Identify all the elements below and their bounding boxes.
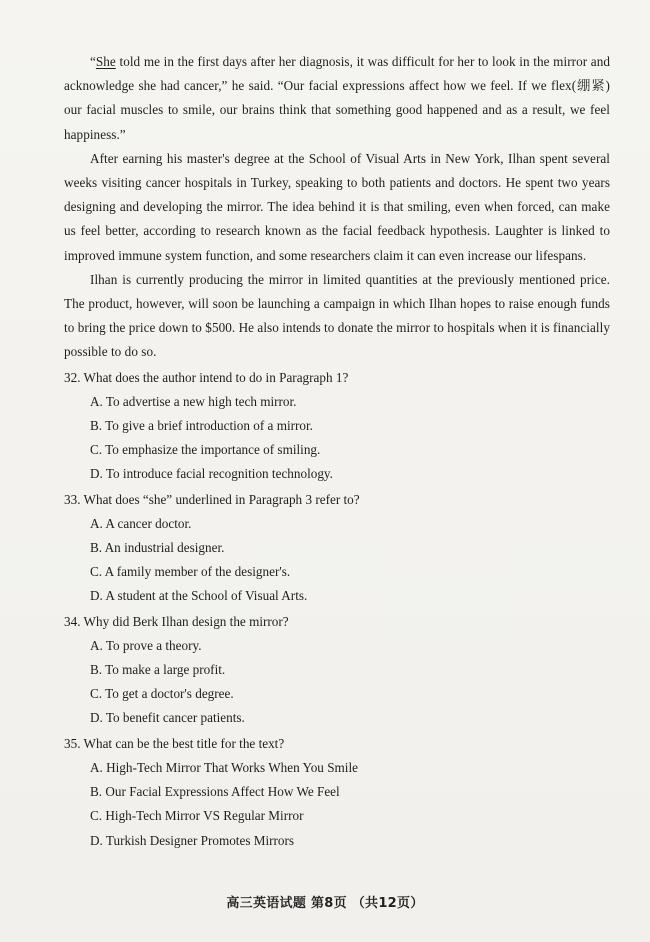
page-footer: 高三英语试题 第8页 （共12页） <box>226 896 424 911</box>
question-33 <box>64 488 610 609</box>
option-b: B. Our Facial Expressions Affect How We Feel <box>90 784 340 800</box>
question-options <box>64 634 610 731</box>
passage-paragraph-3: Ilhan is currently producing the mirror in limited quantities at the previously mentioned price. The product, however, will soon be launching a campaign in which Ilhan hopes to raise enough funds to bring the price down to $500. He also intends to donate the mirror to hospitals when it is financially possible to do so. <box>64 271 610 360</box>
question-stem: 32. What does the author intend to do in Paragraph 1? <box>64 369 349 385</box>
option-d: D. Turkish Designer Promotes Mirrors <box>90 832 295 848</box>
option-c: C. To emphasize the importance of smiling. <box>90 442 321 458</box>
paragraph-1-text: told me in the first days after her diagnosis, it was difficult for her to look in the mirror and acknowledge she had cancer,” he said. “Our facial expressions affect how we feel. If we flex(绷紧) our facial muscles to smile, our brains think that something good happened and as a result, we feel happiness.” <box>64 54 610 142</box>
question-options <box>64 390 610 487</box>
passage-paragraph-2: After earning his master's degree at the School of Visual Arts in New York, Ilhan spent several weeks visiting cancer hospitals in Turkey, speaking to both patients and doctors. He spent two years designing and developing the mirror. The idea behind it is that smiling, even when forced, can make us feel better, according to research known as the facial feedback hypothesis. Laughter is linked to improved immune system function, and some researchers claim it can even increase our lifespans. <box>64 150 610 263</box>
question-stem: 34. Why did Berk Ilhan design the mirror? <box>64 613 289 629</box>
option-c: C. To get a doctor's degree. <box>90 686 234 702</box>
option-d: D. A student at the School of Visual Arts. <box>90 588 308 604</box>
question-options <box>64 756 610 853</box>
underlined-she: She <box>95 54 116 69</box>
option-b: B. An industrial designer. <box>90 540 225 556</box>
option-d: D. To introduce facial recognition technology. <box>90 466 333 482</box>
question-34 <box>64 610 610 731</box>
option-c: C. High-Tech Mirror VS Regular Mirror <box>90 808 304 824</box>
option-a: A. To advertise a new high tech mirror. <box>90 393 297 409</box>
option-b: B. To give a brief introduction of a mirror. <box>90 418 313 434</box>
paragraph-1-open-quote: “ <box>90 54 96 69</box>
question-stem: 35. What can be the best title for the text? <box>64 735 285 751</box>
option-c: C. A family member of the designer's. <box>90 564 291 580</box>
question-stem: 33. What does “she” underlined in Paragraph 3 refer to? <box>64 491 360 507</box>
option-a: A. To prove a theory. <box>90 637 202 653</box>
option-b: B. To make a large profit. <box>90 662 226 678</box>
question-35 <box>64 732 610 853</box>
question-options <box>64 512 610 609</box>
option-a: A. A cancer doctor. <box>90 515 192 531</box>
passage-paragraph-1 <box>64 50 610 147</box>
option-a: A. High-Tech Mirror That Works When You Smile <box>90 759 358 775</box>
question-32 <box>64 366 610 487</box>
option-d: D. To benefit cancer patients. <box>90 710 245 726</box>
